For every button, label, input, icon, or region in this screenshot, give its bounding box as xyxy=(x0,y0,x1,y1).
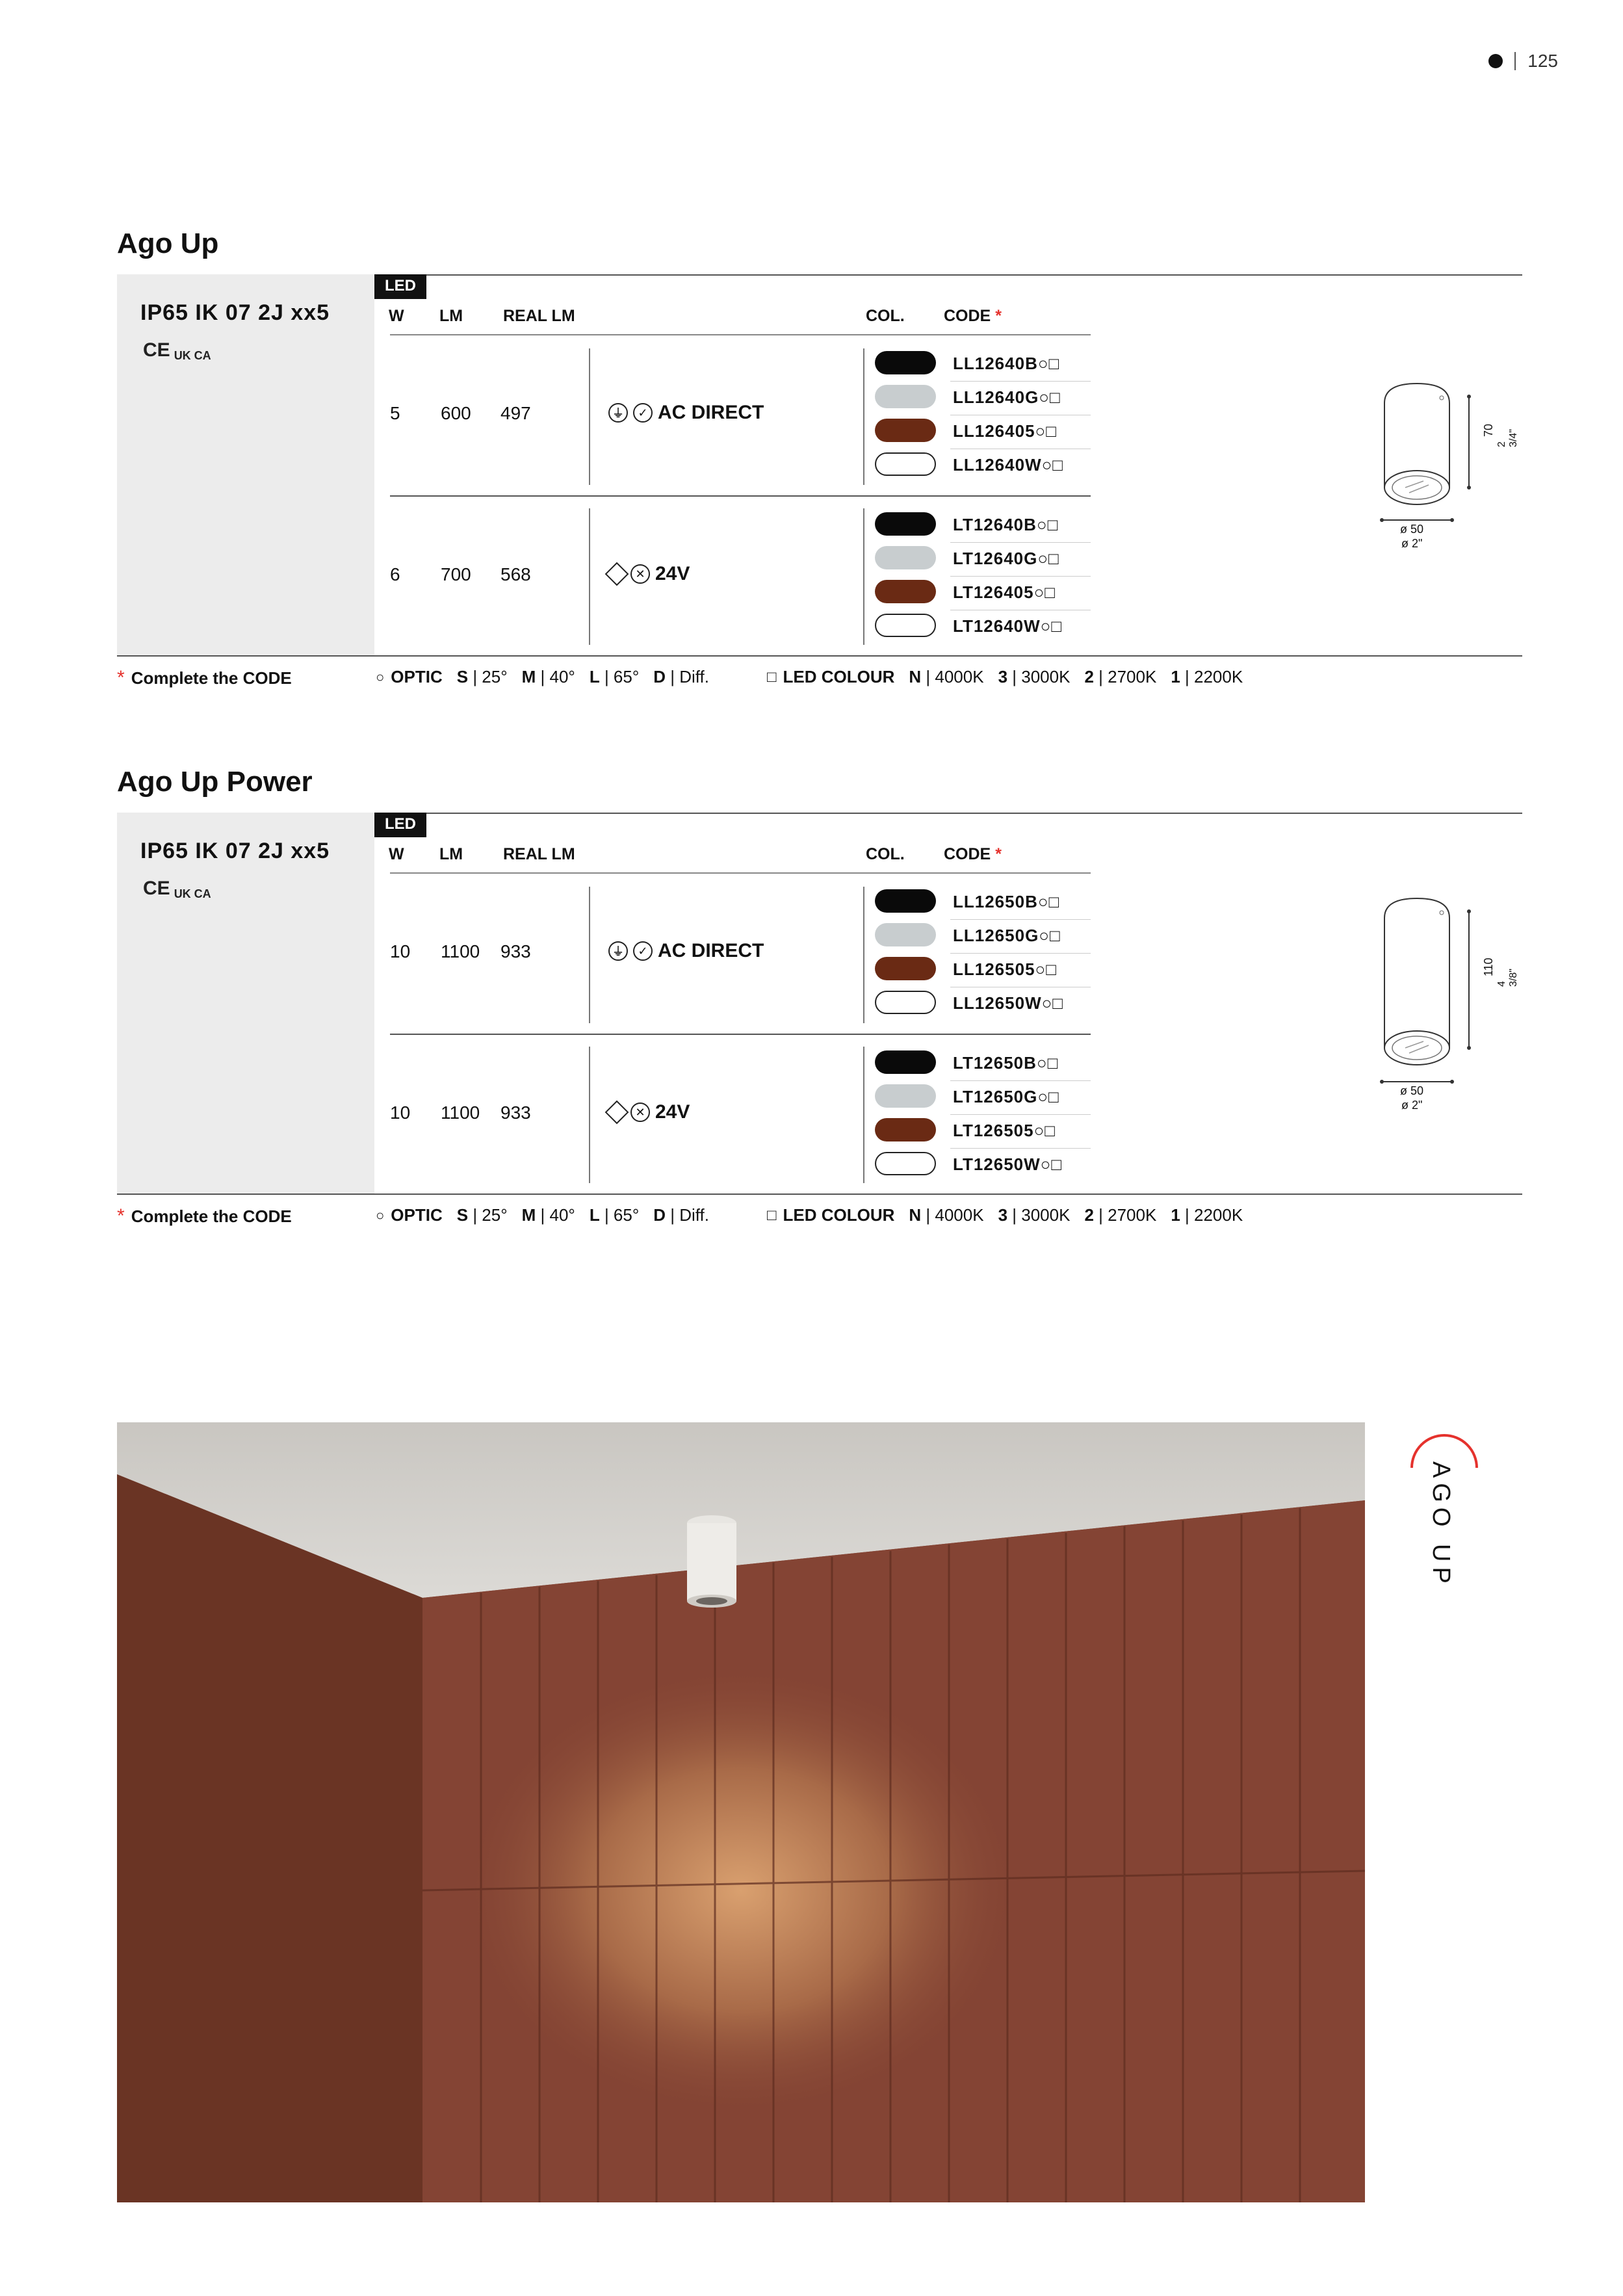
swatch-grey xyxy=(875,923,936,946)
header-lm: LM xyxy=(439,307,463,325)
interior-scene-image xyxy=(117,1422,1365,2202)
led-colour-options: □ LED COLOUR N | 4000K 3 | 3000K 2 | 2700K 1 | 2200K xyxy=(767,1205,1243,1225)
group-rule xyxy=(390,1034,1091,1035)
product-code: LL12650B○□ xyxy=(953,892,1060,911)
divider xyxy=(1514,52,1516,70)
certification-marks xyxy=(143,339,211,361)
selv-icon xyxy=(605,562,629,586)
value-real-lm: 568 xyxy=(500,564,531,584)
value-real-lm: 497 xyxy=(500,403,531,423)
header-col: COL. xyxy=(866,845,905,863)
value-real-lm: 933 xyxy=(500,941,531,961)
bottom-rule xyxy=(117,655,1522,657)
section-ago-up-power xyxy=(117,766,1522,1273)
section-title: Ago Up Power xyxy=(117,766,313,798)
complete-code-note: * Complete the CODE xyxy=(117,667,292,688)
product-code: LT12640W○□ xyxy=(953,616,1063,636)
header-lm: LM xyxy=(439,845,463,863)
swatch-brown xyxy=(875,957,936,980)
selv-icon xyxy=(605,1101,629,1125)
dim-diameter-mm: ø 50 xyxy=(1400,1084,1424,1097)
asterisk-icon: * xyxy=(117,667,125,688)
divider xyxy=(589,508,590,645)
value-lm: 1100 xyxy=(441,1102,480,1123)
header-rule xyxy=(390,872,1091,874)
side-label xyxy=(1405,1422,1483,1617)
ground-icon: ⏚ xyxy=(608,941,628,961)
check-icon: ✓ xyxy=(633,941,653,961)
check-icon: ✓ xyxy=(633,403,653,423)
product-code: LT12650B○□ xyxy=(953,1053,1059,1073)
value-w: 10 xyxy=(390,1102,411,1123)
header-code: CODE * xyxy=(944,845,1002,863)
product-dimension-drawing xyxy=(1378,377,1495,559)
row-divider xyxy=(950,542,1091,543)
luminaire-icon xyxy=(687,1515,736,1608)
row-divider xyxy=(950,953,1091,954)
swatch-grey xyxy=(875,546,936,569)
divider xyxy=(863,887,864,1023)
product-code: LL12640G○□ xyxy=(953,387,1061,407)
dim-height-in: 2 3/4" xyxy=(1496,429,1519,447)
row-divider xyxy=(950,1114,1091,1115)
swatch-black xyxy=(875,889,936,913)
row-divider xyxy=(950,919,1091,920)
bottom-rule xyxy=(117,1194,1522,1195)
swatch-brown xyxy=(875,1118,936,1141)
no-dimming-icon: ✕ xyxy=(630,1102,650,1122)
product-code: LL12640B○□ xyxy=(953,354,1060,373)
section-ago-up xyxy=(117,228,1522,735)
value-lm: 600 xyxy=(441,403,471,423)
swatch-brown xyxy=(875,580,936,603)
product-photo xyxy=(117,1422,1365,2202)
value-w: 5 xyxy=(390,403,400,423)
circle-icon: ○ xyxy=(376,1207,385,1223)
vertical-title: AGO UP xyxy=(1427,1461,1455,1589)
dim-diameter-in: ø 2" xyxy=(1401,537,1423,550)
header-real-lm: REAL LM xyxy=(503,845,575,863)
divider xyxy=(863,1047,864,1183)
swatch-white xyxy=(875,614,936,637)
tech-24v: ✕ 24V xyxy=(608,563,690,585)
value-lm: 1100 xyxy=(441,941,480,961)
header-w: W xyxy=(389,307,404,325)
ukca-mark-icon: UK CA xyxy=(174,887,211,900)
square-icon: □ xyxy=(767,668,777,686)
product-code: LT12640B○□ xyxy=(953,515,1059,534)
group-rule xyxy=(390,495,1091,497)
swatch-grey xyxy=(875,1084,936,1108)
product-code: LL126405○□ xyxy=(953,421,1057,441)
row-divider xyxy=(950,576,1091,577)
header-rule xyxy=(390,334,1091,335)
product-code: LT12650G○□ xyxy=(953,1087,1059,1106)
product-code: LT126405○□ xyxy=(953,582,1056,602)
led-tag: LED xyxy=(374,274,426,299)
page-number-text: 125 xyxy=(1527,51,1558,71)
swatch-white xyxy=(875,452,936,476)
product-code: LL12640W○□ xyxy=(953,455,1064,475)
product-dimension-drawing xyxy=(1378,892,1495,1106)
product-code: LT126505○□ xyxy=(953,1121,1056,1140)
divider xyxy=(589,1047,590,1183)
led-colour-options: □ LED COLOUR N | 4000K 3 | 3000K 2 | 2700K 1 | 2200K xyxy=(767,667,1243,686)
optic-options: ○ OPTIC S | 25° M | 40° L | 65° D | Diff. xyxy=(376,667,709,686)
led-tag: LED xyxy=(374,813,426,837)
swatch-black xyxy=(875,351,936,374)
dim-height-mm: 110 xyxy=(1482,958,1495,976)
header-real-lm: REAL LM xyxy=(503,307,575,325)
product-code: LT12640G○□ xyxy=(953,549,1059,568)
value-real-lm: 933 xyxy=(500,1102,531,1123)
value-w: 6 xyxy=(390,564,400,584)
dim-diameter-mm: ø 50 xyxy=(1400,523,1424,536)
swatch-brown xyxy=(875,419,936,442)
value-lm: 700 xyxy=(441,564,471,584)
dim-diameter-in: ø 2" xyxy=(1401,1099,1423,1112)
spec-panel xyxy=(117,813,374,1194)
page-number xyxy=(1488,51,1558,72)
section-title: Ago Up xyxy=(117,228,219,259)
ce-mark-icon: CE xyxy=(143,339,170,361)
header-col: COL. xyxy=(866,307,905,325)
ip-rating: IP65 IK 07 2J xx5 xyxy=(140,300,330,325)
asterisk-icon: * xyxy=(117,1205,125,1227)
header-code: CODE * xyxy=(944,307,1002,325)
ground-icon: ⏚ xyxy=(608,403,628,423)
tech-ac-direct: ⏚ ✓ AC DIRECT xyxy=(608,940,764,962)
swatch-black xyxy=(875,1050,936,1074)
row-divider xyxy=(950,1080,1091,1081)
no-dimming-icon: ✕ xyxy=(630,564,650,584)
row-divider xyxy=(950,1148,1091,1149)
tech-ac-direct: ⏚ ✓ AC DIRECT xyxy=(608,402,764,424)
dim-height-in: 4 3/8" xyxy=(1496,969,1519,987)
row-divider xyxy=(950,381,1091,382)
square-icon: □ xyxy=(767,1206,777,1224)
dim-height-mm: 70 xyxy=(1482,423,1495,437)
value-w: 10 xyxy=(390,941,411,961)
ce-mark-icon: CE xyxy=(143,878,170,899)
product-code: LL126505○□ xyxy=(953,959,1057,979)
header-w: W xyxy=(389,845,404,863)
bullet-dot-icon xyxy=(1488,54,1503,68)
tech-24v: ✕ 24V xyxy=(608,1101,690,1123)
ukca-mark-icon: UK CA xyxy=(174,349,211,362)
circle-icon: ○ xyxy=(376,668,385,685)
divider xyxy=(863,348,864,485)
divider xyxy=(589,348,590,485)
divider xyxy=(863,508,864,645)
swatch-black xyxy=(875,512,936,536)
spec-panel xyxy=(117,274,374,655)
certification-marks xyxy=(143,878,211,900)
swatch-white xyxy=(875,991,936,1014)
swatch-grey xyxy=(875,385,936,408)
product-code: LT12650W○□ xyxy=(953,1155,1063,1174)
product-code: LL12650G○□ xyxy=(953,926,1061,945)
optic-options: ○ OPTIC S | 25° M | 40° L | 65° D | Diff. xyxy=(376,1205,709,1225)
swatch-white xyxy=(875,1152,936,1175)
product-code: LL12650W○□ xyxy=(953,993,1064,1013)
ip-rating: IP65 IK 07 2J xx5 xyxy=(140,839,330,863)
complete-code-note: * Complete the CODE xyxy=(117,1205,292,1227)
divider xyxy=(589,887,590,1023)
